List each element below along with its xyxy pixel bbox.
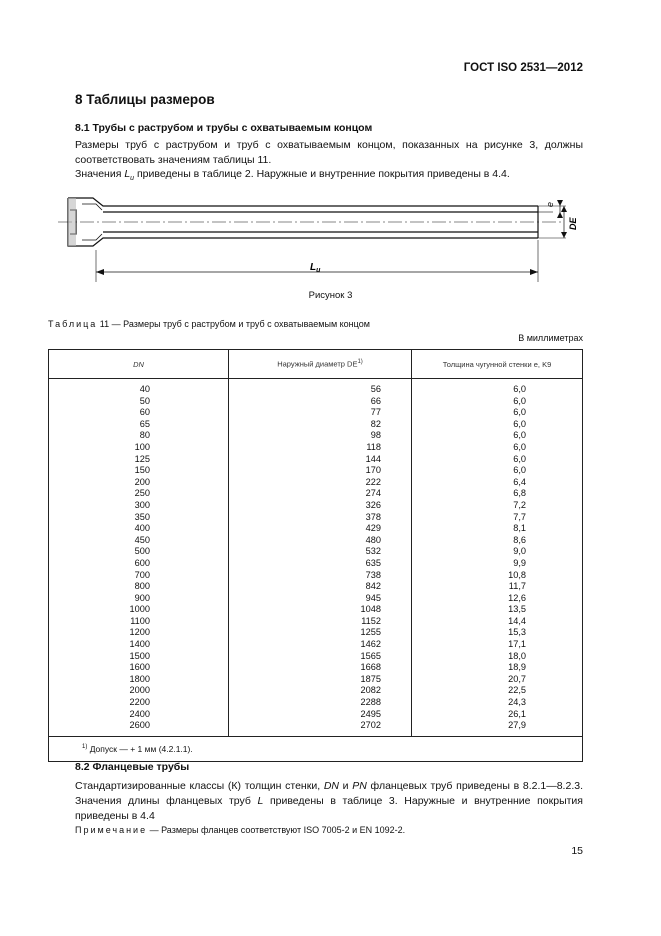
cell-de: 945 — [229, 593, 412, 605]
table-row — [49, 662, 583, 674]
cell-thickness: 6,0 — [412, 454, 583, 466]
table-row — [49, 616, 583, 628]
paragraph-8-1: Размеры труб с раструбом и труб с охватываемым концом, показанных на рисунке 3, должны соответствовать значениям таблицы 11. — [75, 139, 583, 166]
cell-thickness: 10,8 — [412, 570, 583, 582]
cell-de: 2288 — [229, 697, 412, 709]
table-row — [49, 546, 583, 558]
subsection-title-8-2: 8.2 Фланцевые трубы — [75, 761, 190, 773]
cell-thickness: 6,0 — [412, 419, 583, 431]
cell-de: 326 — [229, 500, 412, 512]
standard-header: ГОСТ ISO 2531—2012 — [463, 62, 583, 74]
pipe-figure — [48, 190, 588, 282]
cell-thickness: 6,0 — [412, 442, 583, 454]
cell-de: 378 — [229, 512, 412, 524]
cell-de: 2495 — [229, 709, 412, 721]
table-row — [49, 674, 583, 686]
table-row — [49, 500, 583, 512]
cell-thickness: 6,0 — [412, 430, 583, 442]
cell-thickness: 18,9 — [412, 662, 583, 674]
cell-thickness: 22,5 — [412, 685, 583, 697]
table-row — [49, 709, 583, 721]
cell-thickness: 7,2 — [412, 500, 583, 512]
cell-de: 480 — [229, 535, 412, 547]
note: Примечание — Размеры фланцев соответствуют ISO 7005-2 и EN 1092-2. — [75, 825, 406, 835]
table-row — [49, 442, 583, 454]
cell-dn: 500 — [49, 546, 229, 558]
cell-dn: 600 — [49, 558, 229, 570]
label-de: DE — [568, 217, 578, 230]
cell-de: 1565 — [229, 651, 412, 663]
cell-dn: 1800 — [49, 674, 229, 686]
cell-thickness: 6,4 — [412, 477, 583, 489]
cell-dn: 1000 — [49, 604, 229, 616]
cell-dn: 1600 — [49, 662, 229, 674]
cell-thickness: 8,6 — [412, 535, 583, 547]
cell-dn: 350 — [49, 512, 229, 524]
table-row — [49, 639, 583, 651]
cell-de: 842 — [229, 581, 412, 593]
cell-de: 738 — [229, 570, 412, 582]
table-units: В миллиметрах — [518, 333, 583, 343]
table-row — [49, 581, 583, 593]
cell-thickness: 8,1 — [412, 523, 583, 535]
cell-thickness: 9,9 — [412, 558, 583, 570]
cell-dn: 2000 — [49, 685, 229, 697]
cell-dn: 1100 — [49, 616, 229, 628]
cell-de: 2702 — [229, 720, 412, 736]
cell-thickness: 6,0 — [412, 465, 583, 477]
table-row — [49, 570, 583, 582]
cell-thickness: 6,0 — [412, 379, 583, 396]
table-row — [49, 488, 583, 500]
cell-dn: 1400 — [49, 639, 229, 651]
col-dn: DN — [49, 350, 229, 379]
cell-de: 274 — [229, 488, 412, 500]
table-row — [49, 379, 583, 396]
cell-thickness: 12,6 — [412, 593, 583, 605]
table-row — [49, 697, 583, 709]
cell-dn: 50 — [49, 396, 229, 408]
table-row — [49, 477, 583, 489]
cell-thickness: 17,1 — [412, 639, 583, 651]
table-row — [49, 685, 583, 697]
cell-dn: 40 — [49, 379, 229, 396]
cell-dn: 1500 — [49, 651, 229, 663]
cell-thickness: 20,7 — [412, 674, 583, 686]
subsection-title-8-1: 8.1 Трубы с раструбом и трубы с охватываемым концом — [75, 122, 373, 134]
cell-thickness: 11,7 — [412, 581, 583, 593]
table-row — [49, 651, 583, 663]
cell-de: 66 — [229, 396, 412, 408]
label-e: e — [545, 201, 555, 207]
cell-dn: 1200 — [49, 627, 229, 639]
cell-dn: 100 — [49, 442, 229, 454]
section-title: 8 Таблицы размеров — [75, 92, 215, 107]
cell-de: 1152 — [229, 616, 412, 628]
cell-dn: 250 — [49, 488, 229, 500]
cell-dn: 400 — [49, 523, 229, 535]
cell-dn: 80 — [49, 430, 229, 442]
col-thickness: Толщина чугунной стенки e, K9 — [412, 350, 583, 379]
table-row — [49, 558, 583, 570]
table-row — [49, 512, 583, 524]
paragraph-8-2: Стандартизированные классы (К) толщин стенки, DN и PN фланцевых труб приведены в 8.2.1—8.2.3. Значения длины фланцевых труб L приведены в таблице 3. Наружные и внутренние покрытия приведены в 4.4 — [75, 780, 583, 822]
table-row — [49, 535, 583, 547]
cell-thickness: 15,3 — [412, 627, 583, 639]
cell-de: 98 — [229, 430, 412, 442]
cell-thickness: 9,0 — [412, 546, 583, 558]
cell-de: 118 — [229, 442, 412, 454]
cell-de: 77 — [229, 407, 412, 419]
table-row — [49, 627, 583, 639]
cell-dn: 125 — [49, 454, 229, 466]
cell-dn: 300 — [49, 500, 229, 512]
cell-dn: 2400 — [49, 709, 229, 721]
cell-dn: 700 — [49, 570, 229, 582]
cell-de: 1048 — [229, 604, 412, 616]
cell-thickness: 27,9 — [412, 720, 583, 736]
table-row — [49, 604, 583, 616]
cell-thickness: 7,7 — [412, 512, 583, 524]
cell-de: 1255 — [229, 627, 412, 639]
cell-de: 532 — [229, 546, 412, 558]
cell-thickness: 13,5 — [412, 604, 583, 616]
cell-de: 170 — [229, 465, 412, 477]
table-row — [49, 407, 583, 419]
cell-de: 56 — [229, 379, 412, 396]
cell-dn: 2200 — [49, 697, 229, 709]
table-caption: Таблица 11 — Размеры труб с раструбом и труб с охватываемым концом — [48, 319, 370, 329]
cell-dn: 900 — [49, 593, 229, 605]
label-lu: $L_u$ — [310, 262, 321, 274]
cell-dn: 150 — [49, 465, 229, 477]
table-row — [49, 465, 583, 477]
cell-de: 1462 — [229, 639, 412, 651]
paragraph-lu: Значения $L_u$ приведены в таблице 2. Наружные и внутренние покрытия приведены в 4.4. — [75, 168, 510, 183]
cell-de: 222 — [229, 477, 412, 489]
col-de: Наружный диаметр DE$^{1)}$ — [229, 350, 412, 379]
figure-caption: Рисунок 3 — [308, 290, 353, 301]
cell-dn: 2600 — [49, 720, 229, 736]
cell-dn: 200 — [49, 477, 229, 489]
table-row — [49, 430, 583, 442]
cell-thickness: 18,0 — [412, 651, 583, 663]
cell-de: 1875 — [229, 674, 412, 686]
cell-de: 1668 — [229, 662, 412, 674]
cell-dn: 60 — [49, 407, 229, 419]
cell-de: 429 — [229, 523, 412, 535]
cell-thickness: 14,4 — [412, 616, 583, 628]
table-row — [49, 454, 583, 466]
table-row — [49, 396, 583, 408]
cell-de: 144 — [229, 454, 412, 466]
table-row — [49, 523, 583, 535]
cell-thickness: 6,0 — [412, 407, 583, 419]
table-footnote: $^{1)}$ Допуск — + 1 мм (4.2.1.1). — [49, 736, 583, 761]
cell-de: 2082 — [229, 685, 412, 697]
table-row — [49, 720, 583, 736]
cell-de: 82 — [229, 419, 412, 431]
cell-dn: 800 — [49, 581, 229, 593]
dimensions-table — [48, 349, 583, 762]
cell-dn: 450 — [49, 535, 229, 547]
cell-dn: 65 — [49, 419, 229, 431]
page-number: 15 — [571, 845, 583, 857]
table-row — [49, 593, 583, 605]
cell-thickness: 26,1 — [412, 709, 583, 721]
cell-thickness: 24,3 — [412, 697, 583, 709]
cell-thickness: 6,8 — [412, 488, 583, 500]
table-row — [49, 419, 583, 431]
cell-de: 635 — [229, 558, 412, 570]
cell-thickness: 6,0 — [412, 396, 583, 408]
